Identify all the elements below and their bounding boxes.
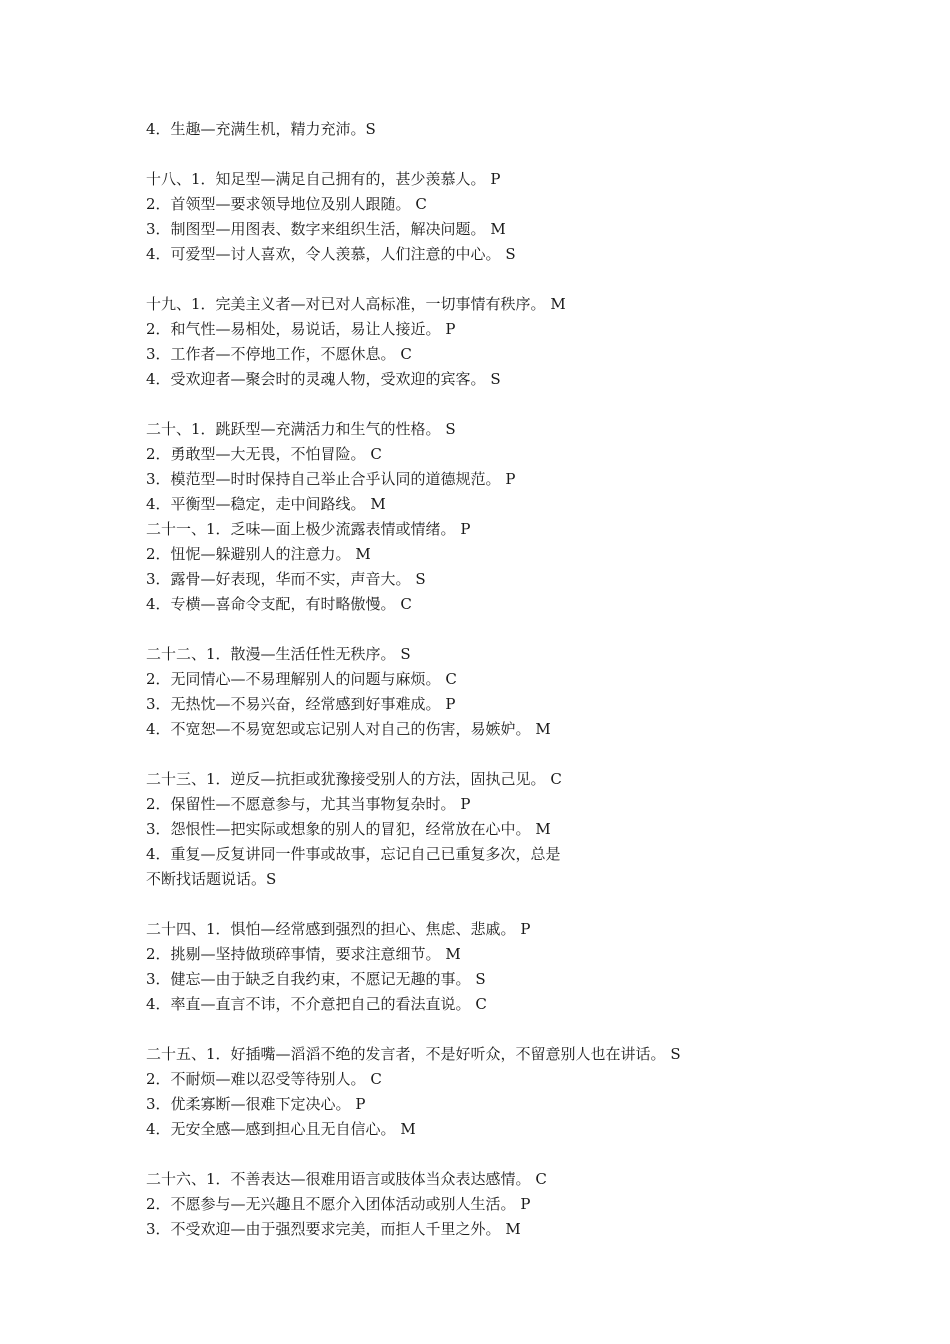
text-line: 十九、1．完美主义者—对已对人高标准，一切事情有秩序。 M bbox=[146, 295, 566, 313]
text-line: 4．专横—喜命令支配，有时略傲慢。 C bbox=[146, 595, 412, 613]
text-line: 2．和气性—易相处，易说话，易让人接近。 P bbox=[146, 320, 456, 338]
text-line: 2．首领型—要求领导地位及别人跟随。 C bbox=[146, 195, 427, 213]
text-line: 二十三、1．逆反—抗拒或犹豫接受别人的方法，固执己见。 C bbox=[146, 770, 562, 788]
blank-line bbox=[146, 392, 926, 417]
text-line: 4．受欢迎者—聚会时的灵魂人物，受欢迎的宾客。 S bbox=[146, 370, 501, 388]
text-line: 3．不受欢迎—由于强烈要求完美，而拒人千里之外。 M bbox=[146, 1220, 521, 1238]
text-line: 2．保留性—不愿意参与，尤其当事物复杂时。 P bbox=[146, 795, 471, 813]
text-line: 十八、1．知足型—满足自己拥有的，甚少羡慕人。 P bbox=[146, 170, 501, 188]
text-line: 4．无安全感—感到担心且无自信心。 M bbox=[146, 1120, 416, 1138]
document-body bbox=[146, 117, 926, 1242]
text-line: 4．可爱型—讨人喜欢，令人羡慕，人们注意的中心。 S bbox=[146, 245, 516, 263]
text-line: 4．平衡型—稳定，走中间路线。 M bbox=[146, 495, 386, 513]
blank-line bbox=[146, 617, 926, 642]
text-line: 2．无同情心—不易理解别人的问题与麻烦。 C bbox=[146, 670, 457, 688]
text-line: 4．生趣—充满生机，精力充沛。S bbox=[146, 120, 376, 138]
text-line: 3．模范型—时时保持自己举止合乎认同的道德规范。 P bbox=[146, 470, 516, 488]
text-line: 3．露骨—好表现，华而不实，声音大。 S bbox=[146, 570, 426, 588]
text-line: 二十六、1．不善表达—很难用语言或肢体当众表达感情。 C bbox=[146, 1170, 547, 1188]
text-line: 3．怨恨性—把实际或想象的别人的冒犯，经常放在心中。 M bbox=[146, 820, 551, 838]
text-line: 3．优柔寡断—很难下定决心。 P bbox=[146, 1095, 366, 1113]
blank-line bbox=[146, 267, 926, 292]
text-line: 二十、1．跳跃型—充满活力和生气的性格。 S bbox=[146, 420, 456, 438]
text-line: 3．制图型—用图表、数字来组织生活，解决问题。 M bbox=[146, 220, 506, 238]
blank-line bbox=[146, 1017, 926, 1042]
text-line: 二十一、1．乏味—面上极少流露表情或情绪。 P bbox=[146, 520, 471, 538]
text-line: 2．勇敢型—大无畏，不怕冒险。 C bbox=[146, 445, 382, 463]
text-line: 4．率直—直言不讳，不介意把自己的看法直说。 C bbox=[146, 995, 487, 1013]
text-line: 4．不宽恕—不易宽恕或忘记别人对自己的伤害，易嫉妒。 M bbox=[146, 720, 551, 738]
blank-line bbox=[146, 742, 926, 767]
text-line: 不断找话题说话。S bbox=[146, 870, 277, 888]
text-line: 2．挑剔—坚持做琐碎事情，要求注意细节。 M bbox=[146, 945, 461, 963]
text-line: 2．忸怩—躲避别人的注意力。 M bbox=[146, 545, 371, 563]
blank-line bbox=[146, 1142, 926, 1167]
text-line: 二十五、1．好插嘴—滔滔不绝的发言者，不是好听众，不留意别人也在讲话。 S bbox=[146, 1045, 681, 1063]
text-line: 3．无热忱—不易兴奋，经常感到好事难成。 P bbox=[146, 695, 456, 713]
text-line: 二十二、1．散漫—生活任性无秩序。 S bbox=[146, 645, 411, 663]
blank-line bbox=[146, 142, 926, 167]
text-line: 2．不愿参与—无兴趣且不愿介入团体活动或别人生活。 P bbox=[146, 1195, 531, 1213]
text-line: 二十四、1．惧怕—经常感到强烈的担心、焦虑、悲戚。 P bbox=[146, 920, 531, 938]
blank-line bbox=[146, 892, 926, 917]
text-line: 3．健忘—由于缺乏自我约束，不愿记无趣的事。 S bbox=[146, 970, 486, 988]
text-line: 4．重复—反复讲同一件事或故事，忘记自己已重复多次，总是 bbox=[146, 845, 561, 863]
text-line: 3．工作者—不停地工作，不愿休息。 C bbox=[146, 345, 412, 363]
text-line: 2．不耐烦—难以忍受等待别人。 C bbox=[146, 1070, 382, 1088]
